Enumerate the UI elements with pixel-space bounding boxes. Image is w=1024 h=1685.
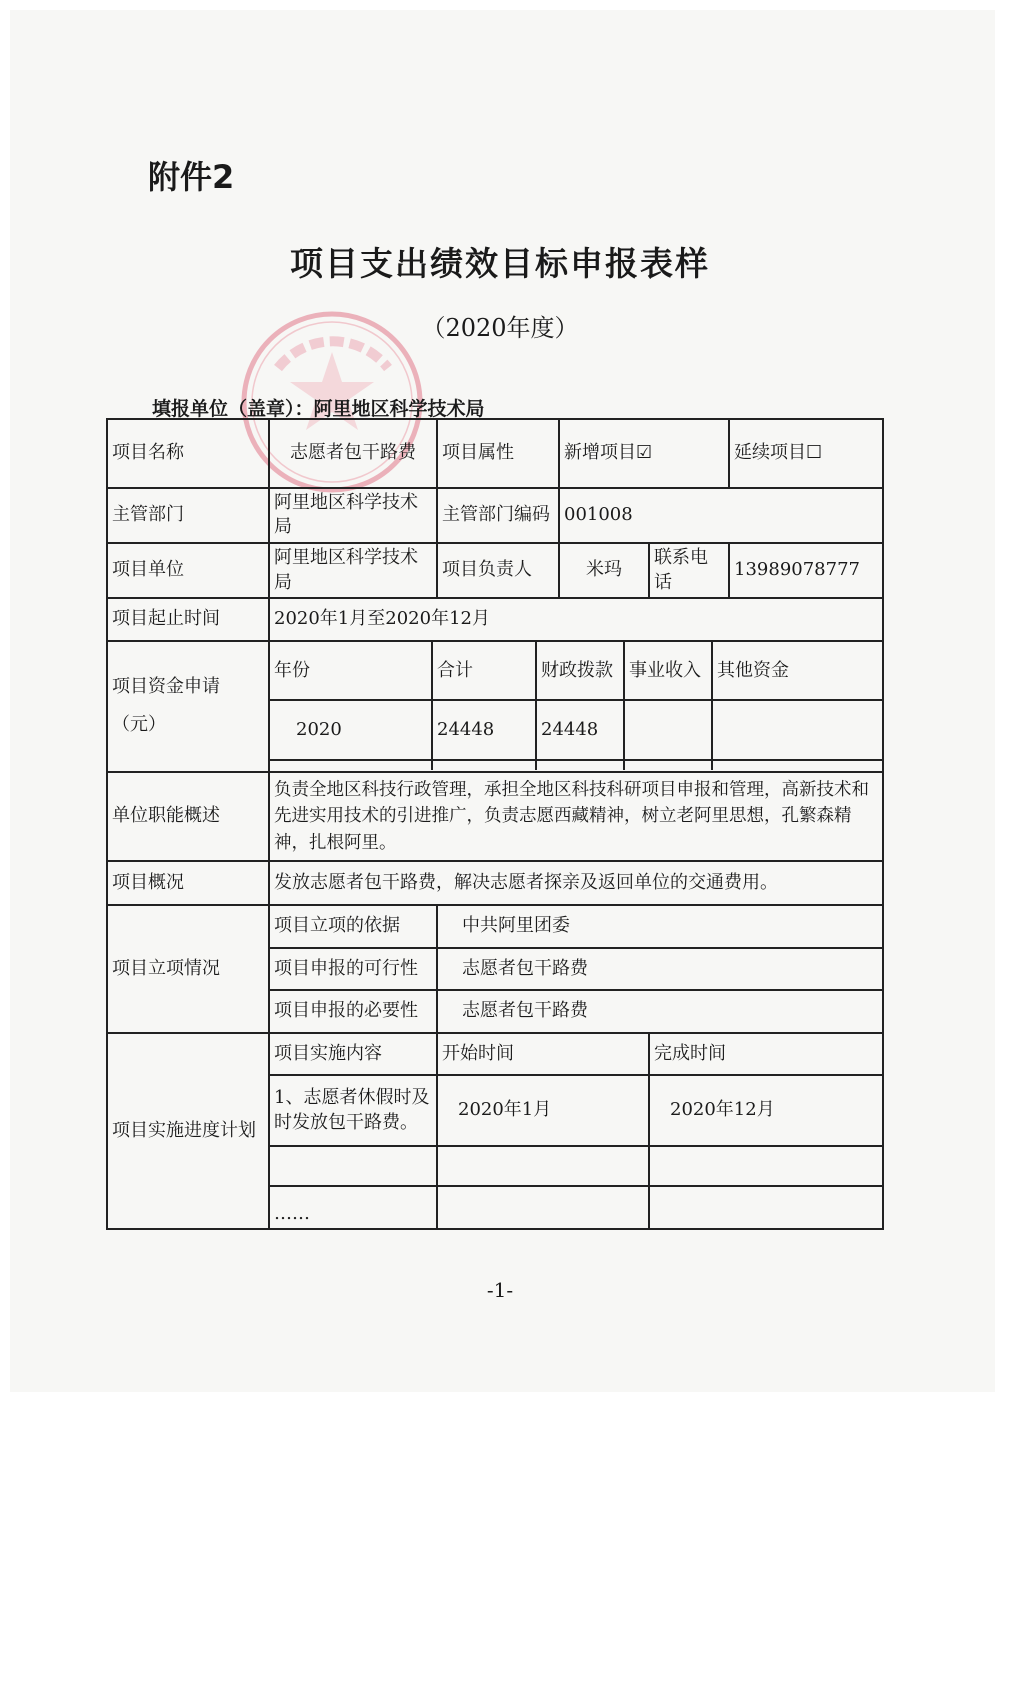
- schedule-label: 项目实施进度计划: [107, 1033, 269, 1229]
- fund-cell: 24448: [536, 700, 624, 760]
- content-header: 项目实施内容: [269, 1033, 437, 1075]
- period-label: 项目起止时间: [107, 598, 269, 640]
- feasibility-label: 项目申报的可行性: [269, 948, 437, 990]
- fund-cell: [432, 760, 536, 770]
- necessity-value: 志愿者包干路费: [437, 990, 883, 1032]
- performance-target-form: [106, 418, 884, 1230]
- fund-header: 事业收入: [624, 642, 712, 700]
- dept-code-label: 主管部门编码: [437, 488, 559, 543]
- schedule-start: 2020年1月: [437, 1075, 649, 1146]
- dept-label: 主管部门: [107, 488, 269, 543]
- basis-value: 中共阿里团委: [437, 905, 883, 947]
- fund-header: 其他资金: [712, 642, 882, 700]
- fund-cell: [536, 760, 624, 770]
- schedule-finish: [649, 1186, 883, 1229]
- fund-cell: [712, 700, 882, 760]
- phone-label: 联系电话: [649, 543, 729, 598]
- fund-table-cell: [269, 641, 883, 772]
- schedule-content: [269, 1146, 437, 1186]
- project-name-label: 项目名称: [107, 419, 269, 488]
- unit-value: 阿里地区科学技术局: [269, 543, 437, 598]
- fund-cell: [624, 700, 712, 760]
- fund-cell: [624, 760, 712, 770]
- page-number: -1-: [486, 1278, 514, 1302]
- finish-header: 完成时间: [649, 1033, 883, 1075]
- schedule-start: [437, 1146, 649, 1186]
- unit-label: 项目单位: [107, 543, 269, 598]
- fund-unit-text: （元）: [112, 714, 166, 736]
- fund-header: 财政拨款: [536, 642, 624, 700]
- period-value: 2020年1月至2020年12月: [269, 598, 883, 640]
- schedule-finish: [649, 1146, 883, 1186]
- schedule-start: [437, 1186, 649, 1229]
- basis-label: 项目立项的依据: [269, 905, 437, 947]
- necessity-label: 项目申报的必要性: [269, 990, 437, 1032]
- establish-label: 项目立项情况: [107, 905, 269, 1032]
- continued-project-checkbox: 延续项目☐: [729, 419, 883, 488]
- overview-value: 发放志愿者包干路费，解决志愿者探亲及返回单位的交通费用。: [269, 861, 883, 905]
- schedule-finish: 2020年12月: [649, 1075, 883, 1146]
- document-title: 项目支出绩效目标申报表样: [290, 244, 710, 283]
- dept-value: 阿里地区科学技术局: [269, 488, 437, 543]
- project-attr-label: 项目属性: [437, 419, 559, 488]
- fund-cell: 2020: [270, 700, 432, 760]
- fund-header: 合计: [432, 642, 536, 700]
- fund-cell: [270, 760, 432, 770]
- duty-value: 负责全地区科技行政管理，承担全地区科技科研项目申报和管理，高新技术和先进实用技术的引进推广，负责志愿西藏精神，树立老阿里思想，孔繁森精神，扎根阿里。: [269, 772, 883, 861]
- dept-code-value: 001008: [559, 488, 883, 543]
- fund-header: 年份: [270, 642, 432, 700]
- fiscal-year: （2020年度）: [421, 314, 579, 342]
- schedule-content: ……: [269, 1186, 437, 1229]
- feasibility-value: 志愿者包干路费: [437, 948, 883, 990]
- project-name-value: 志愿者包干路费: [269, 419, 437, 488]
- fund-table: [270, 642, 882, 770]
- phone-value: 13989078777: [729, 543, 883, 598]
- fund-apply-label: [107, 641, 269, 772]
- fund-cell: 24448: [432, 700, 536, 760]
- fund-cell: [712, 760, 882, 770]
- leader-value: 米玛: [559, 543, 649, 598]
- new-project-checkbox: 新增项目☑: [559, 419, 729, 488]
- duty-label: 单位职能概述: [107, 772, 269, 861]
- overview-label: 项目概况: [107, 861, 269, 905]
- schedule-content: 1、志愿者休假时及时发放包干路费。: [269, 1075, 437, 1146]
- start-header: 开始时间: [437, 1033, 649, 1075]
- attachment-label: 附件2: [148, 158, 235, 196]
- fund-apply-text: 项目资金申请: [112, 675, 220, 697]
- leader-label: 项目负责人: [437, 543, 559, 598]
- filing-unit: 填报单位（盖章）：阿里地区科学技术局: [152, 398, 485, 420]
